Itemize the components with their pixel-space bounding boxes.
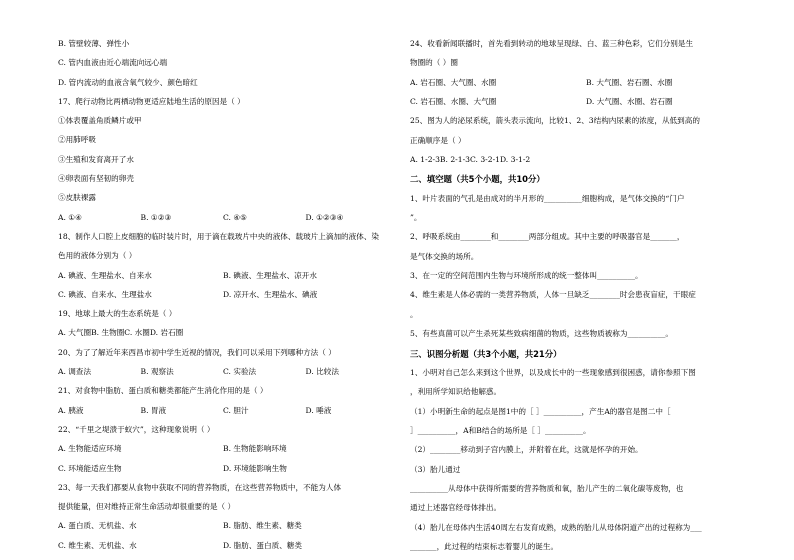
- fill-in-3: 3、在一定的空间范围内生物与环境所形成的统一整体叫__________。: [410, 271, 643, 281]
- option-b: B. 大气圈、岩石圈、水圈: [586, 77, 673, 87]
- option-d: D. 比较法: [305, 367, 339, 377]
- option-a: A. ①④: [58, 212, 82, 222]
- option-text: C. 管内血液由近心端流向远心端: [58, 58, 168, 68]
- option-a: A. 蛋白质、无机盐、水: [58, 521, 137, 531]
- analysis-1-part3-end: 通过上述器官经母体排出。: [410, 503, 502, 513]
- option-c: C. 胆汁: [223, 405, 249, 415]
- analysis-1-part4-cont: _______，此过程的结束标志着婴儿的诞生。: [410, 541, 559, 551]
- q20-options: [58, 366, 388, 385]
- option-a: A. 胰液: [58, 405, 84, 415]
- option-c: C. 实验法: [223, 367, 257, 377]
- question-24-cont: 物圈的（ ）圈: [410, 58, 458, 68]
- option-b: B. 观察法: [140, 367, 174, 377]
- fill-in-2: 2、呼吸系统由________和________两部分组成。其中主要的呼吸器官是_______，: [410, 232, 685, 242]
- question-25-cont: 正确顺序是（ ）: [410, 135, 466, 145]
- statement-5: ⑤皮肤裸露: [58, 193, 96, 203]
- q24-options-ab: [410, 77, 762, 96]
- option-c: C. 碘液、自来水、生理盐水: [58, 289, 152, 299]
- option-d: D. 唾液: [305, 405, 332, 415]
- question-17: 17、爬行动物比两栖动物更适应陆地生活的原因是（ ）: [58, 96, 245, 106]
- q19-options: A. 大气圈B. 生物圈C. 水圈D. 岩石圈: [58, 328, 184, 338]
- q23-options-cd: [58, 540, 388, 559]
- statement-1: ①体表覆盖角质鳞片或甲: [58, 116, 142, 126]
- analysis-1-part1-cont: ］__________，A和B结合的场所是［ ］__________。: [410, 425, 591, 435]
- question-21: 21、对食物中脂肪、蛋白质和糖类都能产生消化作用的是（ ）: [58, 386, 268, 396]
- question-23: 23、每一天我们都要从食物中获取不同的营养物质，在这些营养物质中，不能为人体: [58, 482, 342, 492]
- option-text: D. 管内流动的血液含氧气较少、颜色暗红: [58, 77, 198, 87]
- statement-4: ④卵表面有坚韧的卵壳: [58, 174, 134, 184]
- q22-options-cd: [58, 463, 388, 482]
- fill-in-1: 1、叶片表面的气孔是由成对的半月形的__________细胞构成，是气体交换的“门户: [410, 193, 685, 203]
- q21-options: [58, 405, 388, 424]
- statement-2: ②用肺呼吸: [58, 135, 96, 145]
- q18-options-cd: [58, 289, 388, 308]
- option-c: C. 环境能适应生物: [58, 463, 122, 473]
- option-d: D. 大气圈、水圈、岩石圈: [586, 97, 673, 107]
- statement-3: ③生殖和发育离开了水: [58, 154, 134, 164]
- option-c: C. ④⑤: [223, 212, 247, 222]
- q24-options-cd: [410, 96, 762, 115]
- left-column: [58, 38, 388, 559]
- fill-in-4-cont: 。: [410, 309, 418, 319]
- option-text: B. 管壁较薄、弹性小: [58, 39, 130, 48]
- option-c: C. 维生素、无机盐、水: [58, 540, 137, 550]
- option-b: B. 生物能影响环境: [223, 444, 287, 454]
- right-column: [410, 38, 762, 560]
- analysis-1-part1: （1）小明新生命的起点是图1中的［ ］__________，产生A的器官是图二中［: [410, 406, 671, 416]
- option-b: B. 胃液: [140, 405, 167, 415]
- option-d: D. ①②③④: [305, 212, 344, 222]
- analysis-1-cont: ，利用所学知识给他解惑。: [410, 387, 502, 397]
- option-d: D. 脂肪、蛋白质、糖类: [223, 540, 302, 550]
- option-d: D. 凉开水、生理盐水、碘液: [223, 289, 318, 299]
- q17-options: [58, 212, 388, 231]
- question-24: 24、收看新闻联播时，首先看到转动的地球呈现绿、白、蓝三种色彩，它们分别是生: [410, 39, 694, 48]
- analysis-1-part4: （4）胎儿在母体内生活40周左右发育成熟，成熟的胎儿从母体阴道产出的过程称为___: [410, 522, 702, 532]
- fill-in-4: 4、维生素是人体必需的一类营养物质，人体一旦缺乏________时会患夜盲症，干眼症: [410, 290, 696, 300]
- fill-in-5: 5、有些真菌可以产生杀死某些致病细菌的物质，这些物质被称为__________。: [410, 329, 674, 339]
- question-20: 20、为了了解近年来西昌市初中学生近视的情况，我们可以采用下列哪种方法（ ）: [58, 347, 336, 357]
- analysis-1-part3: （3）胎儿通过: [410, 464, 461, 474]
- q18-options-ab: [58, 270, 388, 289]
- question-18-cont: 色用的液体分别为（ ）: [58, 251, 137, 261]
- question-22: 22、“千里之堤溃于蚁穴”，这种现象说明（ ）: [58, 424, 215, 434]
- option-d: D. 环境能影响生物: [223, 463, 287, 473]
- option-a: A. 调查法: [58, 367, 92, 377]
- option-a: A. 岩石圈、大气圈、水圈: [410, 77, 497, 87]
- option-b: B. 碘液、生理盐水、凉开水: [223, 270, 317, 280]
- analysis-1-part3-cont: __________从母体中获得所需要的营养物质和氧，胎儿产生的二氧化碳等废物，也: [410, 483, 684, 493]
- fill-in-2-cont: 是气体交换的场所。: [410, 251, 479, 261]
- option-c: C. 岩石圈、水圈、大气圈: [410, 97, 497, 107]
- section-fill-in-title: 二、填空题（共5个小题，共10分）: [410, 174, 545, 185]
- question-25: 25、图为人的泌尿系统，箭头表示流向，比较1、2、3结构内尿素的浓度，从低到高的: [410, 116, 700, 126]
- q23-options-ab: [58, 520, 388, 539]
- section-diagram-title: 三、识图分析题（共3个小题，共21分）: [410, 348, 562, 359]
- analysis-1: 1、小明对自己怎么来到这个世界，以及成长中的一些现象感到很困惑，请你参照下图: [410, 367, 696, 377]
- question-23-cont: 提供能量，但对维持正常生命活动却很重要的是（ ）: [58, 502, 236, 512]
- fill-in-1-cont: ”。: [410, 213, 422, 223]
- analysis-1-part2: （2）________移动到子宫内膜上，并附着在此，这就是怀孕的开始。: [410, 445, 643, 455]
- q22-options-ab: [58, 443, 388, 462]
- question-18: 18、制作人口腔上皮细胞的临时装片时，用于滴在载玻片中央的液体、载玻片上滴加的液体、染: [58, 231, 380, 241]
- question-19: 19、地球上最大的生态系统是（ ）: [58, 309, 177, 319]
- option-a: A. 碘液、生理盐水、自来水: [58, 270, 152, 280]
- option-b: B. ①②③: [140, 212, 172, 222]
- option-a: A. 生物能适应环境: [58, 444, 122, 454]
- option-b: B. 脂肪、维生素、糖类: [223, 521, 302, 531]
- q25-options: A. 1-2-3B. 2-1-3C. 3-2-1D. 3-1-2: [410, 155, 531, 165]
